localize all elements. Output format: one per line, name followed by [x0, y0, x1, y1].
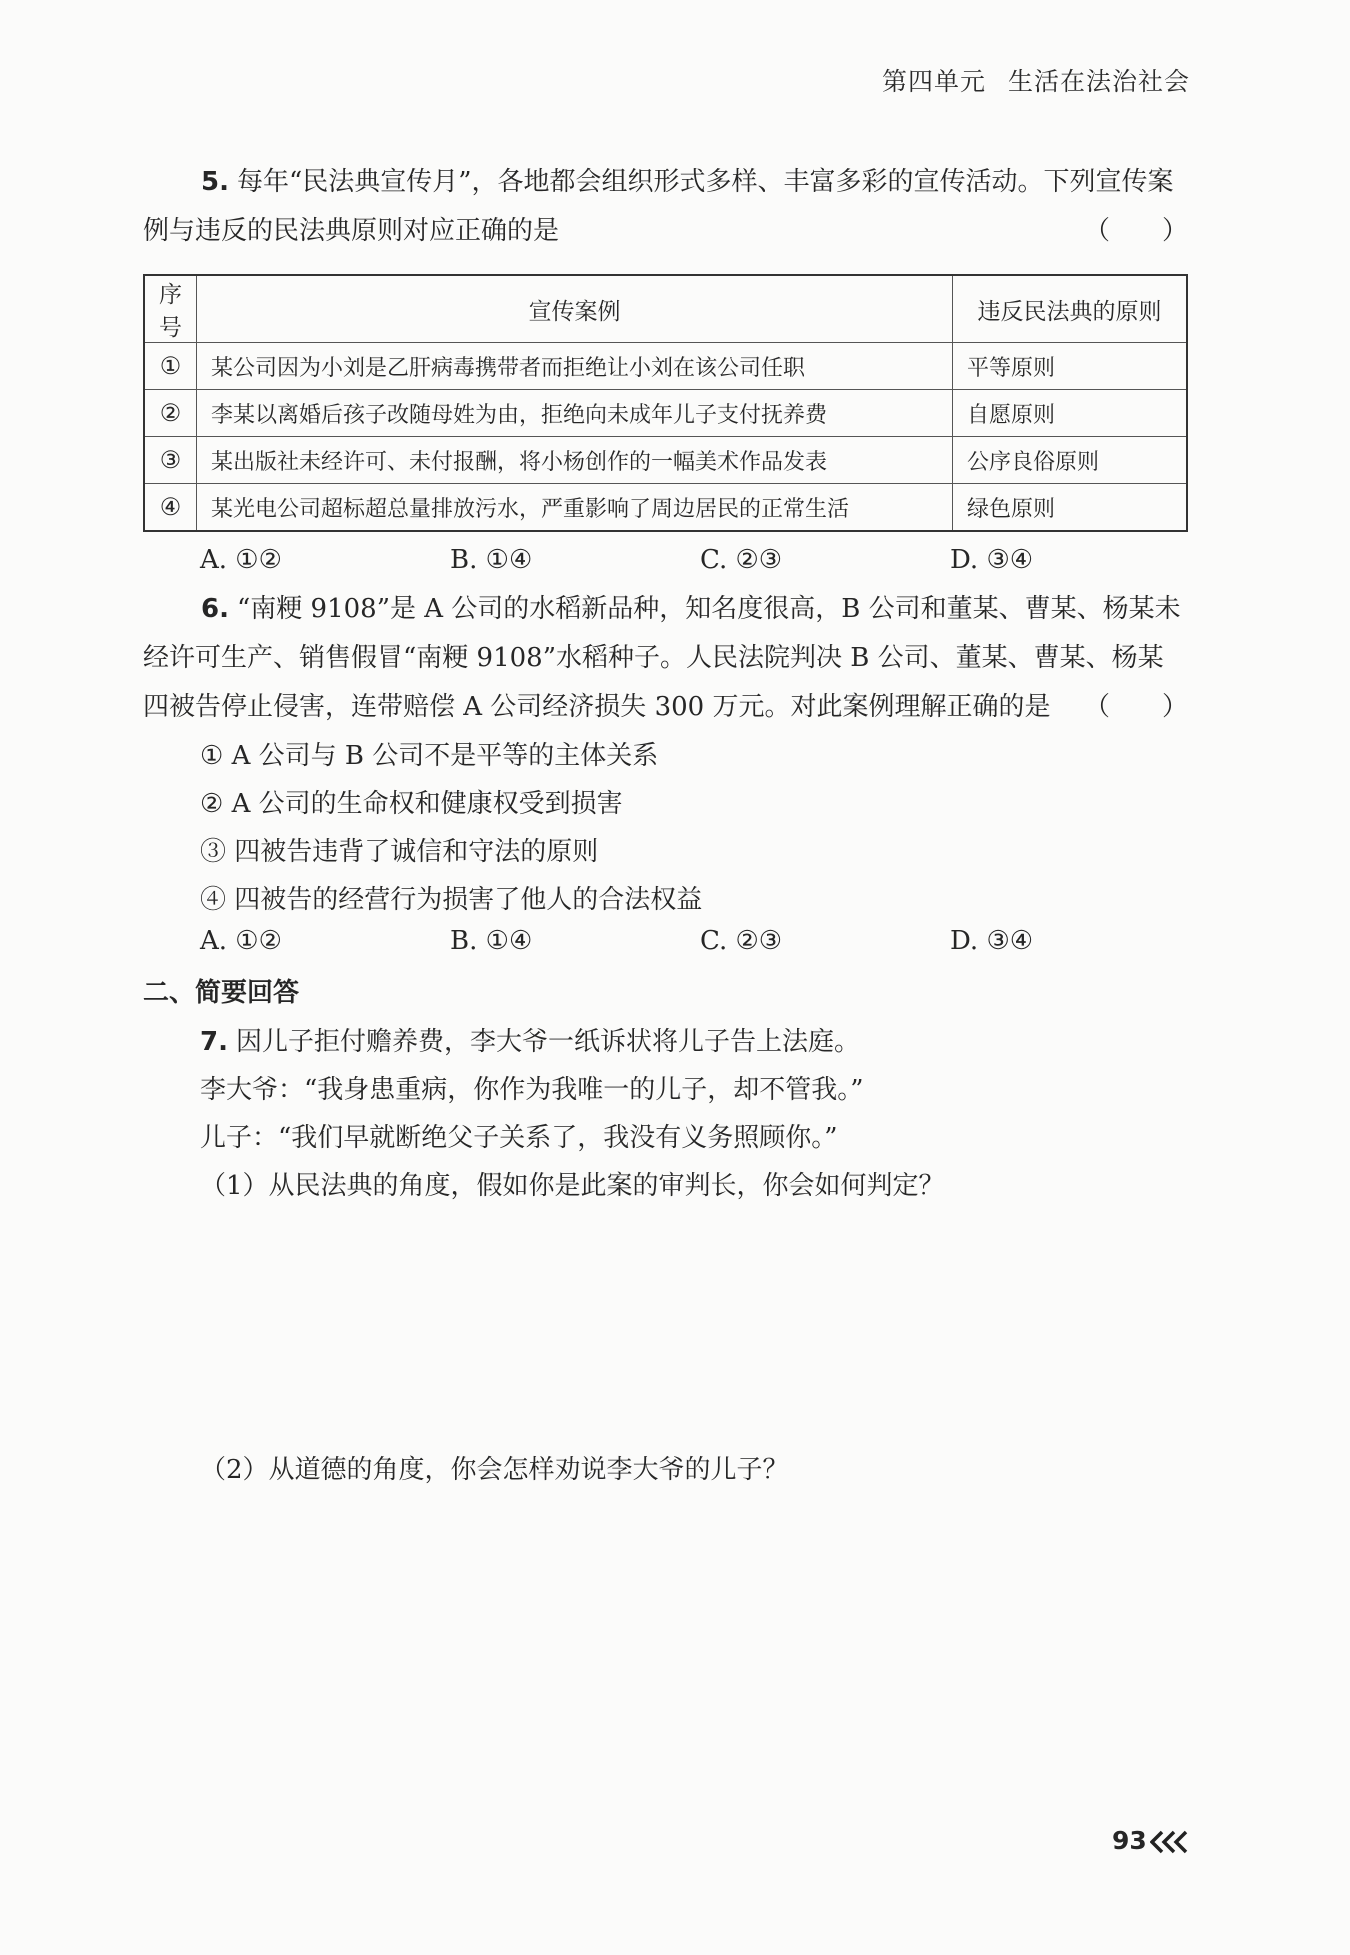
table-row: [144, 484, 1187, 532]
row-case: 某公司因为小刘是乙肝病毒携带者而拒绝让小刘在该公司任职: [197, 343, 953, 390]
table-header-row: [144, 275, 1187, 343]
question-5-text: 每年“民法典宣传月”，各地都会组织形式多样、丰富多彩的宣传活动。下列宣传案例与违反的民法典原则对应正确的是: [143, 167, 1174, 246]
option-a[interactable]: A. ①②: [200, 926, 282, 956]
table-row: [144, 437, 1187, 484]
option-d[interactable]: D. ③④: [950, 926, 1034, 956]
question-7-number: 7.: [200, 1027, 228, 1057]
sub-question-1: （1）从民法典的角度，假如你是此案的审判长，你会如何判定？: [200, 1171, 945, 1201]
row-number: ④: [144, 484, 197, 532]
table-header: 宣传案例: [197, 275, 953, 343]
unit-label: 第四单元: [881, 67, 986, 96]
row-number: ③: [144, 437, 197, 484]
question-5-number: 5.: [201, 167, 229, 197]
row-case: 某出版社未经许可、未付报酬，将小杨创作的一幅美术作品发表: [197, 437, 953, 484]
page-header: [882, 62, 1190, 98]
option-d[interactable]: D. ③④: [950, 545, 1034, 575]
option-b[interactable]: B. ①④: [450, 926, 533, 956]
statement-1: ① A 公司与 B 公司不是平等的主体关系: [200, 741, 659, 771]
row-case: 李某以离婚后孩子改随母姓为由，拒绝向未成年儿子支付抚养费: [197, 390, 953, 437]
row-rule: 公序良俗原则: [953, 437, 1188, 484]
page-number: 93: [1112, 1826, 1147, 1855]
unit-title: 生活在法治社会: [1007, 67, 1190, 96]
row-rule: 自愿原则: [953, 390, 1188, 437]
option-b[interactable]: B. ①④: [450, 545, 533, 575]
table-row: [144, 343, 1187, 390]
question-7: [200, 1021, 860, 1058]
question-6: [143, 585, 1188, 732]
answer-bracket-6: （ ）: [1083, 692, 1188, 722]
question-6-text: “南粳 9108”是 A 公司的水稻新品种，知名度很高，B 公司和董某、曹某、杨某未经许可生产、销售假冒“南粳 9108”水稻种子。人民法院判决 B 公司、董某、曹某、杨某四被告停止侵害，连带赔偿 A 公司经济损失 300 万元。对此案例理解正确的是: [143, 594, 1181, 722]
option-c[interactable]: C. ②③: [700, 545, 783, 575]
case-table: [143, 274, 1188, 532]
chevrons-left-icon: [1150, 1830, 1190, 1854]
row-case: 某光电公司超标超总量排放污水，严重影响了周边居民的正常生活: [197, 484, 953, 532]
option-a[interactable]: A. ①②: [200, 545, 282, 575]
table-header: 违反民法典的原则: [953, 275, 1188, 343]
option-c[interactable]: C. ②③: [700, 926, 783, 956]
row-rule: 绿色原则: [953, 484, 1188, 532]
question-7-text: 因儿子拒付赡养费，李大爷一纸诉状将儿子告上法庭。: [235, 1027, 860, 1057]
question-6-number: 6.: [201, 594, 229, 624]
section-title: 二、简要回答: [143, 978, 300, 1008]
answer-bracket-5: （ ）: [1083, 216, 1188, 246]
row-number: ②: [144, 390, 197, 437]
sub-question-2: （2）从道德的角度，你会怎样劝说李大爷的儿子？: [200, 1455, 789, 1485]
statement-4: ④ 四被告的经营行为损害了他人的合法权益: [200, 885, 703, 915]
row-number: ①: [144, 343, 197, 390]
table-header: 序号: [144, 275, 197, 343]
row-rule: 平等原则: [953, 343, 1188, 390]
dialogue-line-2: 儿子：“我们早就断绝父子关系了，我没有义务照顾你。”: [200, 1123, 838, 1153]
statement-2: ② A 公司的生命权和健康权受到损害: [200, 789, 623, 819]
statement-3: ③ 四被告违背了诚信和守法的原则: [200, 837, 599, 867]
table-row: [144, 390, 1187, 437]
dialogue-line-1: 李大爷：“我身患重病，你作为我唯一的儿子，却不管我。”: [200, 1075, 864, 1105]
question-5: [143, 158, 1188, 256]
